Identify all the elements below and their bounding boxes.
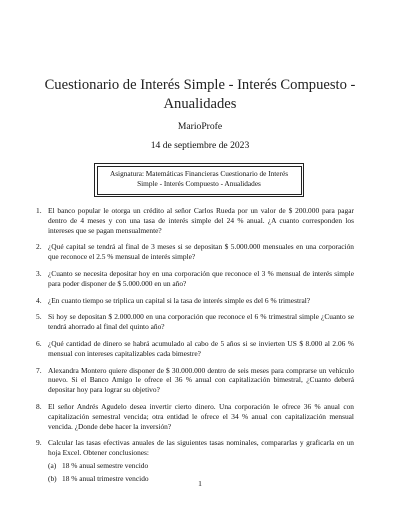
sub-question-text: 18 % anual trimestre vencido — [62, 473, 149, 483]
question-number: 4. — [36, 295, 42, 305]
question-item — [36, 401, 354, 431]
question-text: El señor Andrés Agudelo desea invertir cierto dinero. Una corporación le ofrece 36 % anual con capitalización semestral vencida; otra entidad le ofrece el 34 % anual con capitalización mensual vencida. ¿Donde debe hacer la inversión? — [48, 401, 354, 431]
sub-question-letter: (b) — [48, 473, 57, 483]
question-text: ¿En cuanto tiempo se triplica un capital si la tasa de interés simple es del 6 % trimestral? — [48, 295, 311, 305]
date: 14 de septiembre de 2023 — [150, 140, 250, 151]
question-text: Calcular las tasas efectivas anuales de las siguientes tasas nominales, compararlas y graficarla en un hoja Excel. Obtener conclusiones: — [48, 438, 354, 458]
subject-box — [94, 163, 304, 197]
question-text: Si hoy se depositan $ 2.000.000 en una corporación que reconoce el 6 % trimestral simple ¿Cuanto se tendrá ahorrado al final del quinto año? — [48, 312, 354, 332]
question-text: ¿Qué cantidad de dinero se habrá acumulado al cabo de 5 años si se invierten US $ 8.000 al 2.06 % mensual con intereses capitalizables cada bimestre? — [48, 338, 354, 358]
question-number: 9. — [36, 438, 42, 448]
document-title: Cuestionario de Interés Simple - Interés Compuesto - Anualidades — [44, 77, 356, 112]
question-number: 8. — [36, 401, 42, 411]
question-text: ¿Qué capital se tendrá al final de 3 meses si se depositan $ 5.000.000 mensuales en una corporación que reconoce el 2.5 % mensual de interés simple? — [48, 242, 354, 262]
question-number: 6. — [36, 338, 42, 348]
sub-question-text: 18 % anual semestre vencido — [62, 460, 149, 470]
question-number: 3. — [36, 268, 42, 278]
question-text: ¿Cuanto se necesita depositar hoy en una corporación que reconoce el 3 % mensual de interés simple para poder disponer de $ 5.000.000 en un año? — [48, 268, 354, 288]
question-text: El banco popular le otorga un crédito al señor Carlos Rueda por un valor de $ 200.000 para pagar dentro de 4 meses y con una tasa de interés simple del 24 % anual. ¿A cuanto corresponden los intereses que se pagan mensualmente? — [48, 206, 354, 235]
question-number: 2. — [36, 242, 42, 252]
question-item — [36, 365, 354, 395]
question-number: 7. — [36, 365, 42, 375]
question-number: 5. — [36, 312, 42, 322]
question-item — [36, 338, 354, 359]
question-item — [36, 242, 354, 262]
sub-question-item — [48, 461, 354, 471]
question-item — [36, 312, 354, 332]
question-number: 1. — [36, 206, 42, 215]
question-item — [36, 295, 354, 306]
question-item — [36, 438, 354, 483]
author: MarioProfe — [177, 121, 223, 132]
sub-question-letter: (a) — [48, 460, 57, 470]
question-item — [36, 268, 354, 289]
question-item — [36, 206, 354, 235]
subject-text: Asignatura: Matemáticas Financieras Cuestionario de Interés Simple - Interés Compuesto - Anualidades — [97, 166, 302, 195]
page-number: 1 — [198, 479, 202, 488]
question-list — [36, 206, 354, 491]
question-text: Alexandra Montero quiere disponer de $ 30.000.000 dentro de seis meses para comprarse un vehículo nuevo. Si el Banco Amigo le ofrece el 36 % anual con capitalización bimestral, ¿Cuanto deberá depositar hoy para lograr su objetivo? — [48, 365, 354, 395]
